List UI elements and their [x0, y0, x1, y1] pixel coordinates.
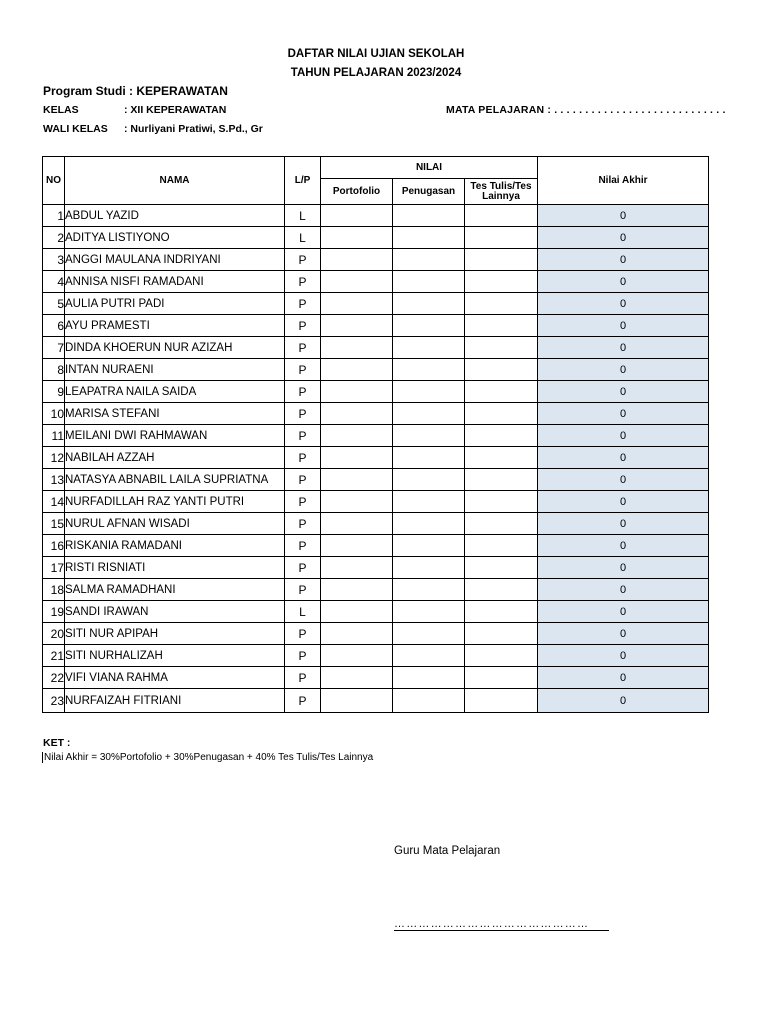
row-no: 15 [43, 513, 65, 535]
row-nilai-akhir: 0 [538, 205, 709, 227]
header-penugasan: Penugasan [393, 179, 465, 205]
row-portofolio[interactable] [321, 601, 393, 623]
row-nilai-akhir: 0 [538, 535, 709, 557]
row-lp: P [285, 447, 321, 469]
row-nilai-akhir: 0 [538, 403, 709, 425]
row-nilai-akhir: 0 [538, 249, 709, 271]
keterangan-label: KET : [43, 737, 71, 749]
row-no: 21 [43, 645, 65, 667]
program-studi: Program Studi : KEPERAWATAN [43, 84, 228, 98]
row-lp: P [285, 249, 321, 271]
formula-text: Nilai Akhir = 30%Portofolio + 30%Penugasan + 40% Tes Tulis/Tes Lainnya [44, 752, 374, 763]
row-nama: NATASYA ABNABIL LAILA SUPRIATNA [65, 469, 285, 491]
row-nilai-akhir: 0 [538, 689, 709, 713]
row-penugasan[interactable] [393, 271, 465, 293]
table-row [43, 623, 709, 645]
row-portofolio[interactable] [321, 205, 393, 227]
table-row [43, 293, 709, 315]
row-tes-tulis[interactable] [465, 337, 538, 359]
row-no: 1 [43, 205, 65, 227]
row-portofolio[interactable] [321, 689, 393, 713]
wali-kelas-label: WALI KELAS [43, 123, 108, 135]
row-lp: P [285, 535, 321, 557]
row-tes-tulis[interactable] [465, 557, 538, 579]
table-row [43, 447, 709, 469]
row-lp: P [285, 491, 321, 513]
row-tes-tulis[interactable] [465, 447, 538, 469]
row-portofolio[interactable] [321, 403, 393, 425]
table-row [43, 403, 709, 425]
row-penugasan[interactable] [393, 645, 465, 667]
row-nilai-akhir: 0 [538, 315, 709, 337]
table-row [43, 601, 709, 623]
table-row [43, 381, 709, 403]
header-portofolio: Portofolio [321, 179, 393, 205]
row-nilai-akhir: 0 [538, 645, 709, 667]
row-portofolio[interactable] [321, 623, 393, 645]
header-nilai: NILAI [321, 157, 538, 179]
row-lp: L [285, 205, 321, 227]
row-no: 17 [43, 557, 65, 579]
row-tes-tulis[interactable] [465, 227, 538, 249]
row-lp: P [285, 359, 321, 381]
row-nilai-akhir: 0 [538, 425, 709, 447]
row-penugasan[interactable] [393, 315, 465, 337]
row-nama: AYU PRAMESTI [65, 315, 285, 337]
guru-label: Guru Mata Pelajaran [394, 845, 501, 857]
row-no: 9 [43, 381, 65, 403]
row-no: 18 [43, 579, 65, 601]
table-row [43, 579, 709, 601]
row-no: 20 [43, 623, 65, 645]
row-lp: P [285, 623, 321, 645]
row-no: 12 [43, 447, 65, 469]
row-penugasan[interactable] [393, 579, 465, 601]
row-nilai-akhir: 0 [538, 579, 709, 601]
row-lp: P [285, 337, 321, 359]
row-nama: ANGGI MAULANA INDRIYANI [65, 249, 285, 271]
row-nama: NURUL AFNAN WISADI [65, 513, 285, 535]
document-title: DAFTAR NILAI UJIAN SEKOLAH [287, 48, 465, 60]
row-lp: P [285, 381, 321, 403]
row-penugasan[interactable] [393, 337, 465, 359]
kelas-value: : XII KEPERAWATAN [124, 104, 227, 116]
table-row [43, 227, 709, 249]
row-tes-tulis[interactable] [465, 623, 538, 645]
header-tes-tulis: Tes Tulis/Tes Lainnya [465, 179, 538, 205]
table-row [43, 689, 709, 713]
row-lp: P [285, 579, 321, 601]
row-portofolio[interactable] [321, 293, 393, 315]
table-row [43, 667, 709, 689]
row-tes-tulis[interactable] [465, 645, 538, 667]
row-penugasan[interactable] [393, 403, 465, 425]
row-lp: P [285, 645, 321, 667]
row-nama: RISTI RISNIATI [65, 557, 285, 579]
row-penugasan[interactable] [393, 601, 465, 623]
header-nilai-akhir: Nilai Akhir [538, 157, 709, 205]
row-nama: LEAPATRA NAILA SAIDA [65, 381, 285, 403]
row-lp: P [285, 403, 321, 425]
header-no: NO [43, 157, 65, 205]
table-row [43, 557, 709, 579]
wali-kelas-value: : Nurliyani Pratiwi, S.Pd., Gr [124, 123, 263, 135]
row-nilai-akhir: 0 [538, 293, 709, 315]
row-penugasan[interactable] [393, 205, 465, 227]
row-nama: SANDI IRAWAN [65, 601, 285, 623]
table-row [43, 425, 709, 447]
table-row [43, 315, 709, 337]
row-nilai-akhir: 0 [538, 469, 709, 491]
header-nama: NAMA [65, 157, 285, 205]
row-nilai-akhir: 0 [538, 227, 709, 249]
row-no: 13 [43, 469, 65, 491]
row-penugasan[interactable] [393, 447, 465, 469]
row-lp: P [285, 315, 321, 337]
table-row [43, 359, 709, 381]
row-tes-tulis[interactable] [465, 381, 538, 403]
row-portofolio[interactable] [321, 491, 393, 513]
row-tes-tulis[interactable] [465, 249, 538, 271]
row-nilai-akhir: 0 [538, 381, 709, 403]
row-nilai-akhir: 0 [538, 447, 709, 469]
table-row [43, 337, 709, 359]
row-no: 4 [43, 271, 65, 293]
row-nama: RISKANIA RAMADANI [65, 535, 285, 557]
row-tes-tulis[interactable] [465, 425, 538, 447]
row-no: 23 [43, 689, 65, 713]
row-penugasan[interactable] [393, 667, 465, 689]
row-tes-tulis[interactable] [465, 491, 538, 513]
row-penugasan[interactable] [393, 535, 465, 557]
row-penugasan[interactable] [393, 425, 465, 447]
row-lp: P [285, 513, 321, 535]
row-nama: MARISA STEFANI [65, 403, 285, 425]
kelas-label: KELAS [43, 104, 79, 116]
row-no: 16 [43, 535, 65, 557]
row-no: 8 [43, 359, 65, 381]
row-lp: P [285, 667, 321, 689]
row-nilai-akhir: 0 [538, 601, 709, 623]
row-portofolio[interactable] [321, 315, 393, 337]
row-portofolio[interactable] [321, 557, 393, 579]
row-nama: SITI NURHALIZAH [65, 645, 285, 667]
row-portofolio[interactable] [321, 425, 393, 447]
row-tes-tulis[interactable] [465, 293, 538, 315]
row-tes-tulis[interactable] [465, 513, 538, 535]
row-nama: INTAN NURAENI [65, 359, 285, 381]
row-portofolio[interactable] [321, 337, 393, 359]
row-nama: VIFI VIANA RAHMA [65, 667, 285, 689]
row-no: 11 [43, 425, 65, 447]
row-portofolio[interactable] [321, 645, 393, 667]
row-tes-tulis[interactable] [465, 315, 538, 337]
row-nama: ABDUL YAZID [65, 205, 285, 227]
row-penugasan[interactable] [393, 623, 465, 645]
row-penugasan[interactable] [393, 381, 465, 403]
row-nama: NABILAH AZZAH [65, 447, 285, 469]
row-penugasan[interactable] [393, 469, 465, 491]
row-lp: L [285, 601, 321, 623]
row-tes-tulis[interactable] [465, 667, 538, 689]
row-no: 19 [43, 601, 65, 623]
row-tes-tulis[interactable] [465, 535, 538, 557]
row-portofolio[interactable] [321, 667, 393, 689]
row-penugasan[interactable] [393, 293, 465, 315]
row-no: 3 [43, 249, 65, 271]
row-nilai-akhir: 0 [538, 667, 709, 689]
table-row [43, 271, 709, 293]
document-year: TAHUN PELAJARAN 2023/2024 [290, 67, 462, 79]
row-tes-tulis[interactable] [465, 271, 538, 293]
row-nama: AULIA PUTRI PADI [65, 293, 285, 315]
row-penugasan[interactable] [393, 249, 465, 271]
row-tes-tulis[interactable] [465, 403, 538, 425]
row-tes-tulis[interactable] [465, 689, 538, 713]
signature-line: ………………………………………… [394, 918, 609, 931]
row-no: 7 [43, 337, 65, 359]
row-lp: P [285, 271, 321, 293]
row-penugasan[interactable] [393, 689, 465, 713]
row-nilai-akhir: 0 [538, 557, 709, 579]
table-row [43, 249, 709, 271]
row-nama: DINDA KHOERUN NUR AZIZAH [65, 337, 285, 359]
row-portofolio[interactable] [321, 227, 393, 249]
table-row [43, 469, 709, 491]
row-nama: NURFAIZAH FITRIANI [65, 689, 285, 713]
row-no: 10 [43, 403, 65, 425]
row-portofolio[interactable] [321, 447, 393, 469]
row-penugasan[interactable] [393, 359, 465, 381]
row-tes-tulis[interactable] [465, 579, 538, 601]
grade-table [42, 156, 709, 713]
row-nilai-akhir: 0 [538, 491, 709, 513]
header-lp: L/P [285, 157, 321, 205]
row-nilai-akhir: 0 [538, 513, 709, 535]
row-nama: ANNISA NISFI RAMADANI [65, 271, 285, 293]
row-lp: L [285, 227, 321, 249]
row-nilai-akhir: 0 [538, 337, 709, 359]
row-tes-tulis[interactable] [465, 469, 538, 491]
row-no: 14 [43, 491, 65, 513]
row-lp: P [285, 469, 321, 491]
table-row [43, 205, 709, 227]
mata-pelajaran-field: MATA PELAJARAN : . . . . . . . . . . . . . . . . . . . . . . . . . . . . [446, 104, 726, 116]
row-portofolio[interactable] [321, 513, 393, 535]
row-nama: SITI NUR APIPAH [65, 623, 285, 645]
row-no: 22 [43, 667, 65, 689]
row-nilai-akhir: 0 [538, 271, 709, 293]
row-lp: P [285, 689, 321, 713]
row-penugasan[interactable] [393, 227, 465, 249]
row-portofolio[interactable] [321, 535, 393, 557]
row-lp: P [285, 425, 321, 447]
row-penugasan[interactable] [393, 557, 465, 579]
table-row [43, 535, 709, 557]
row-portofolio[interactable] [321, 469, 393, 491]
row-nama: SALMA RAMADHANI [65, 579, 285, 601]
row-tes-tulis[interactable] [465, 359, 538, 381]
row-tes-tulis[interactable] [465, 205, 538, 227]
row-nilai-akhir: 0 [538, 623, 709, 645]
row-tes-tulis[interactable] [465, 601, 538, 623]
row-no: 5 [43, 293, 65, 315]
table-row [43, 491, 709, 513]
row-portofolio[interactable] [321, 271, 393, 293]
row-portofolio[interactable] [321, 249, 393, 271]
row-lp: P [285, 293, 321, 315]
row-nilai-akhir: 0 [538, 359, 709, 381]
row-penugasan[interactable] [393, 513, 465, 535]
table-row [43, 645, 709, 667]
row-nama: ADITYA LISTIYONO [65, 227, 285, 249]
row-portofolio[interactable] [321, 579, 393, 601]
row-penugasan[interactable] [393, 491, 465, 513]
row-lp: P [285, 557, 321, 579]
row-no: 6 [43, 315, 65, 337]
row-no: 2 [43, 227, 65, 249]
row-portofolio[interactable] [321, 381, 393, 403]
table-row [43, 513, 709, 535]
row-portofolio[interactable] [321, 359, 393, 381]
row-nama: NURFADILLAH RAZ YANTI PUTRI [65, 491, 285, 513]
row-nama: MEILANI DWI RAHMAWAN [65, 425, 285, 447]
